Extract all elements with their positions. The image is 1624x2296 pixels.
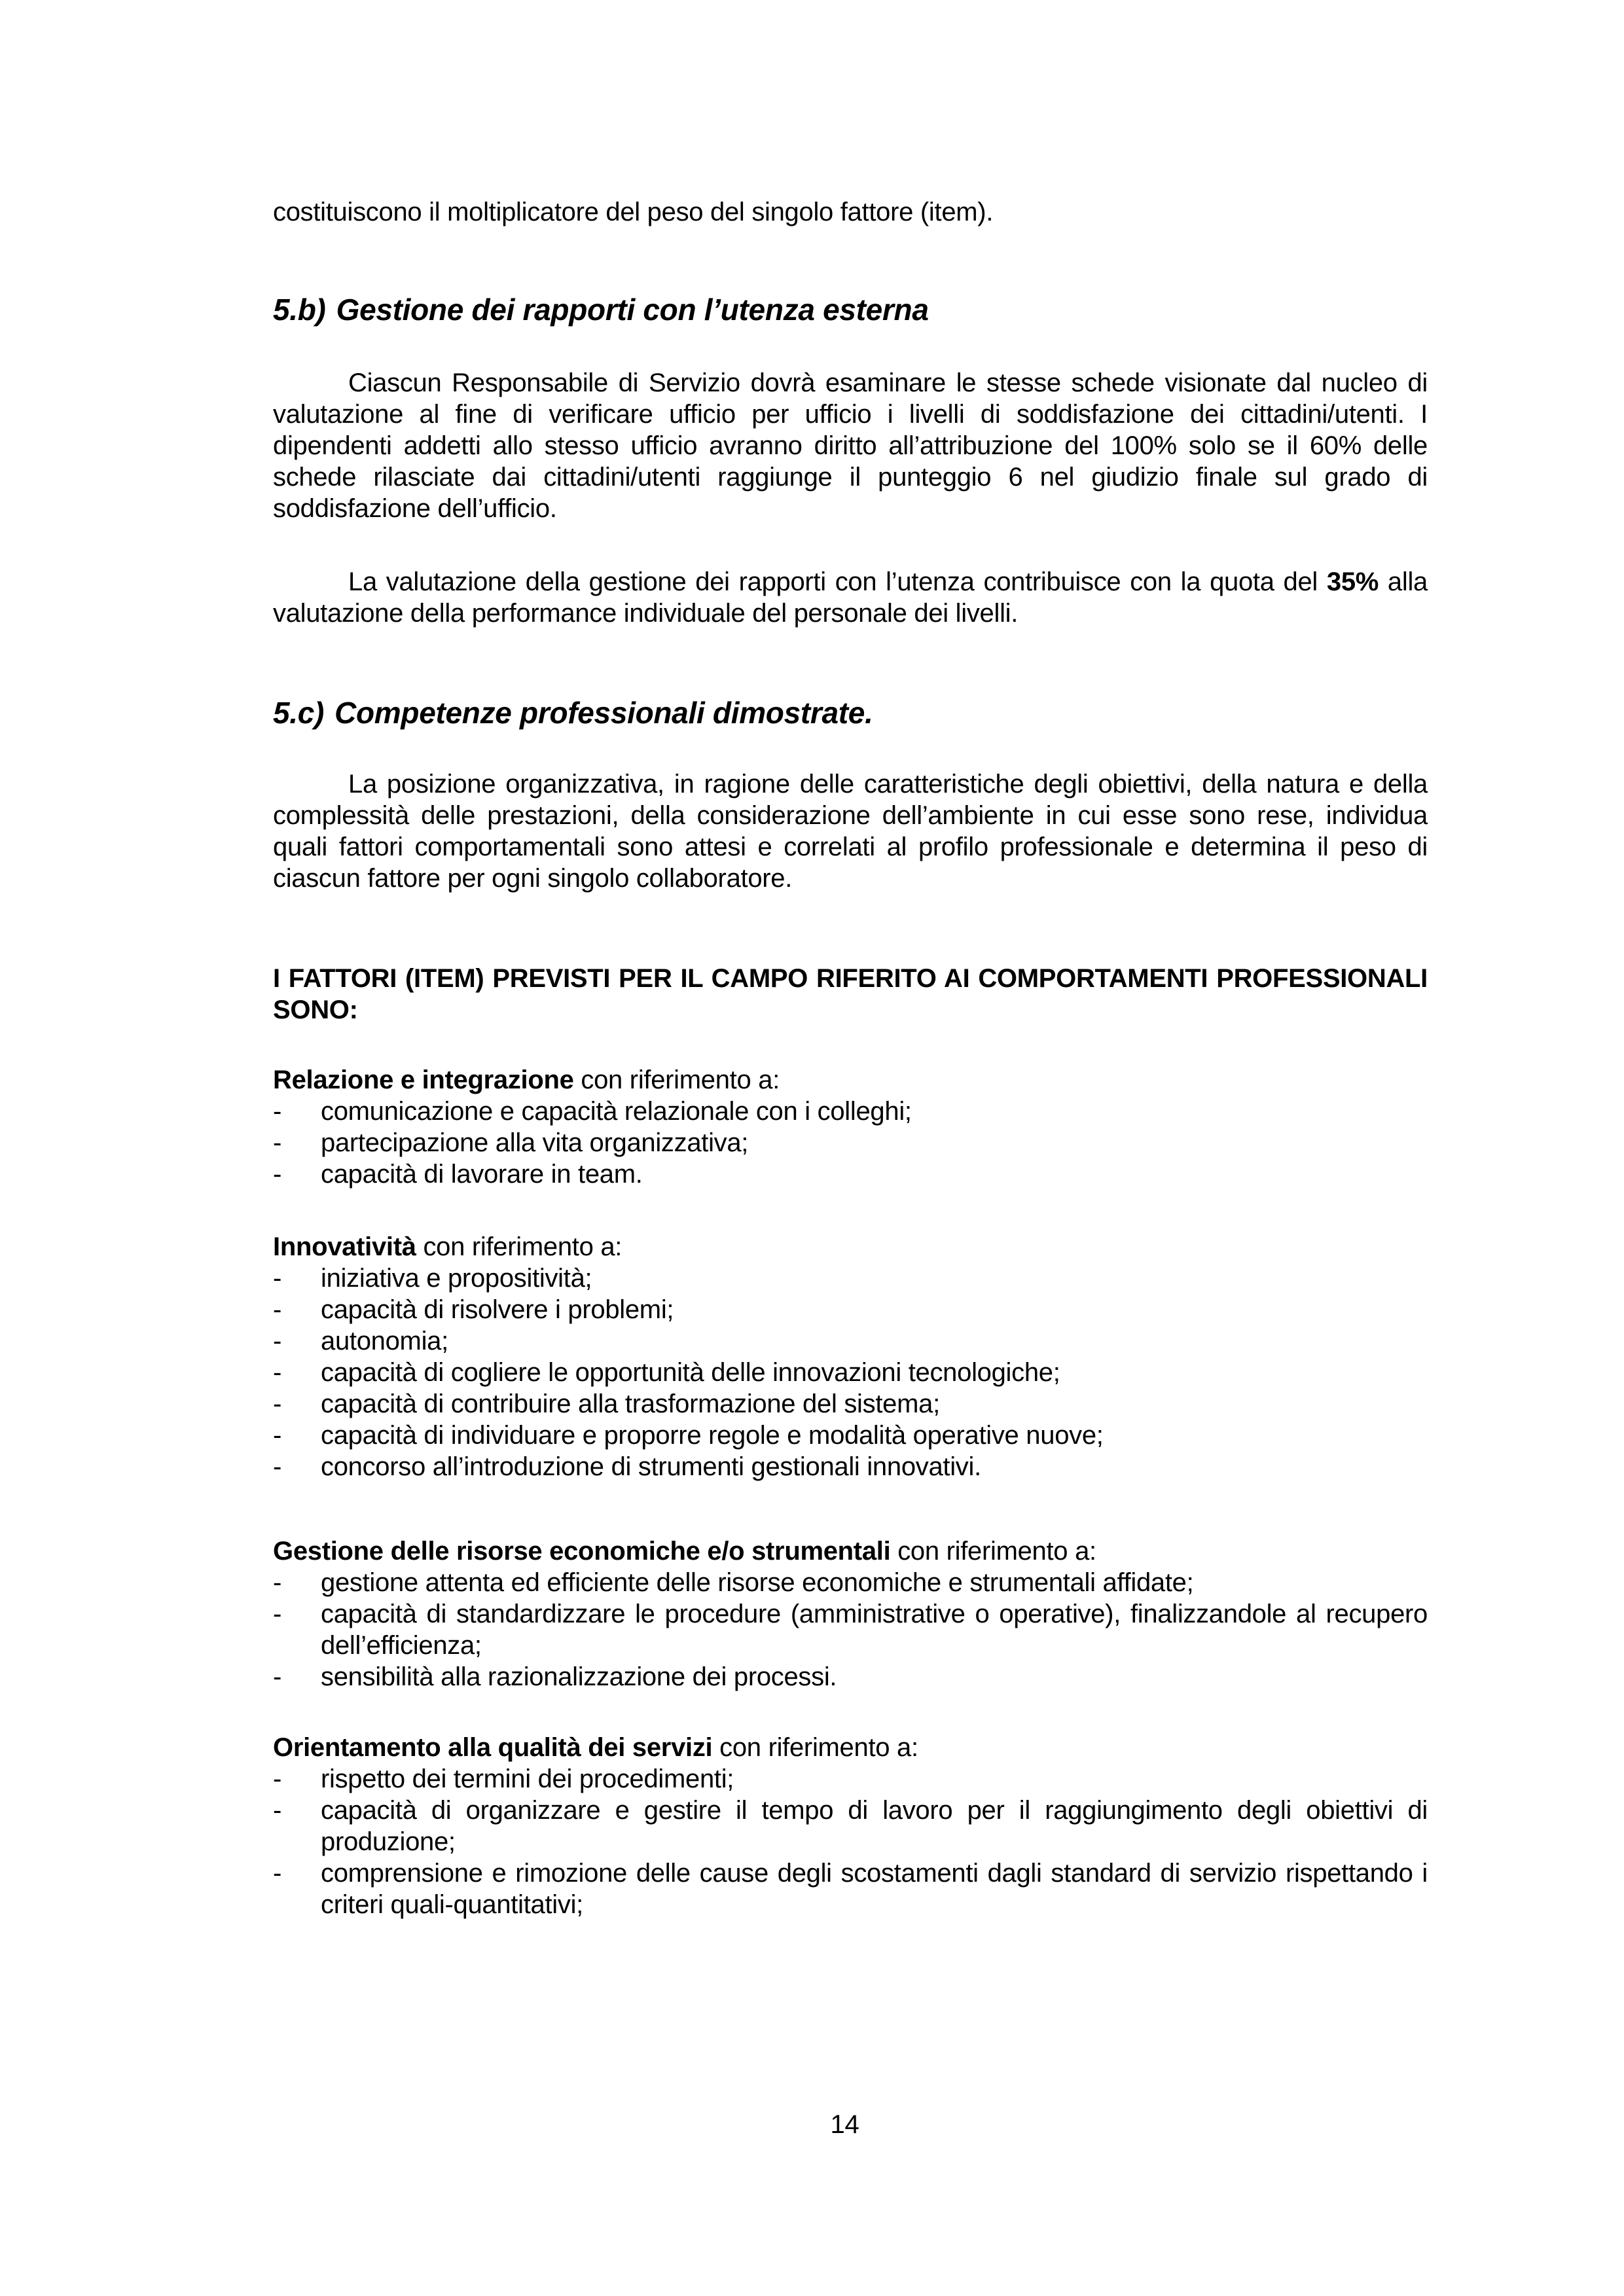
section-5c-heading — [273, 694, 1428, 731]
list-item — [273, 1096, 1428, 1127]
list-item-text: capacità di standardizzare le procedure (amministrative o operative), finalizzandole al recupero dell’efficienza; — [321, 1600, 1428, 1660]
intro-continuation-line: costituiscono il moltiplicatore del peso del singolo fattore (item). — [273, 198, 994, 226]
dash-marker: - — [273, 1568, 282, 1597]
dash-marker: - — [273, 1264, 282, 1293]
list-item — [273, 1795, 1428, 1857]
list-item-text: sensibilità alla razionalizzazione dei processi. — [321, 1662, 837, 1691]
factor-group-title-line — [273, 1535, 1428, 1567]
list-item — [273, 1325, 1428, 1357]
list-item-text: capacità di lavorare in team. — [321, 1160, 643, 1189]
factor-group-title: Relazione e integrazione — [273, 1066, 574, 1094]
list-item-text: gestione attenta ed efficiente delle risorse economiche e strumentali affidate; — [321, 1568, 1194, 1597]
list-item — [273, 1388, 1428, 1420]
list-item-text: concorso all’introduzione di strumenti gestionali innovativi. — [321, 1452, 981, 1481]
factor-group-title-suffix: con riferimento a: — [416, 1232, 623, 1261]
dash-marker: - — [273, 1662, 282, 1691]
factor-group-title-line — [273, 1064, 1428, 1096]
dash-marker: - — [273, 1295, 282, 1324]
section-5b-heading — [273, 291, 1428, 328]
factor-group-title-suffix: con riferimento a: — [890, 1537, 1096, 1566]
factor-group-title: Gestione delle risorse economiche e/o strumentali — [273, 1537, 891, 1566]
dash-marker: - — [273, 1327, 282, 1355]
page-number: 14 — [830, 2110, 859, 2139]
factor-group-innovativita — [273, 1231, 1428, 1482]
section-5b-title: Gestione dei rapporti con l’utenza esterna — [336, 293, 929, 327]
factor-group-title: Innovatività — [273, 1232, 416, 1261]
dash-marker: - — [273, 1160, 282, 1189]
dash-marker: - — [273, 1358, 282, 1387]
factor-group-title-suffix: con riferimento a: — [573, 1066, 780, 1094]
list-item — [273, 1661, 1428, 1693]
dash-marker: - — [273, 1097, 282, 1126]
section-5b-paragraph-2 — [273, 566, 1428, 629]
factor-group-title-line — [273, 1231, 1428, 1263]
list-item — [273, 1263, 1428, 1294]
list-item-text: capacità di organizzare e gestire il tempo di lavoro per il raggiungimento degli obiettivi di produzione; — [321, 1796, 1428, 1856]
list-item-text: capacità di risolvere i problemi; — [321, 1295, 674, 1324]
list-item-text: capacità di cogliere le opportunità delle innovazioni tecnologiche; — [321, 1358, 1060, 1387]
dash-marker: - — [273, 1859, 282, 1888]
list-item — [273, 1567, 1428, 1598]
list-item-text: partecipazione alla vita organizzativa; — [321, 1128, 749, 1157]
list-item-text: comprensione e rimozione delle cause degli scostamenti dagli standard di servizio rispettando i criteri quali-quantitativi; — [321, 1859, 1428, 1919]
list-item — [273, 1127, 1428, 1158]
paragraph-text: alla valutazione della performance individuale del personale dei livelli. — [273, 567, 1428, 628]
list-item — [273, 1451, 1428, 1482]
dash-marker: - — [273, 1452, 282, 1481]
list-item-text: capacità di contribuire alla trasformazione del sistema; — [321, 1390, 940, 1418]
section-5c-title: Competenze professionali dimostrate. — [334, 696, 873, 730]
section-5b-paragraph-1: Ciascun Responsabile di Servizio dovrà esaminare le stesse schede visionate dal nucleo di valutazione al fine di verificare ufficio per ufficio i livelli di soddisfazione dei cittadini/utenti. I dipendenti addetti allo stesso ufficio avranno diritto all’attribuzione del 100% solo se il 60% delle schede rilasciate dai cittadini/utenti raggiunge il punteggio 6 nel giudizio finale sul grado di soddisfazione dell’ufficio. — [273, 368, 1428, 523]
paragraph-text: La valutazione della gestione dei rapporti con l’utenza contribuisce con la quota del — [348, 567, 1327, 596]
list-item — [273, 1158, 1428, 1190]
dash-marker: - — [273, 1128, 282, 1157]
list-item — [273, 1294, 1428, 1325]
factors-heading: I FATTORI (ITEM) PREVISTI PER IL CAMPO RIFERITO AI COMPORTAMENTI PROFESSIONALI SONO: — [273, 964, 1428, 1024]
list-item-text: rispetto dei termini dei procedimenti; — [321, 1765, 734, 1793]
factor-group-title: Orientamento alla qualità dei servizi — [273, 1733, 713, 1762]
dash-marker: - — [273, 1390, 282, 1418]
dash-marker: - — [273, 1600, 282, 1628]
list-item — [273, 1857, 1428, 1920]
list-item-text: capacità di individuare e proporre regole e modalità operative nuove; — [321, 1421, 1104, 1450]
factor-group-relazione — [273, 1064, 1428, 1190]
list-item — [273, 1598, 1428, 1661]
section-5c-paragraph: La posizione organizzativa, in ragione delle caratteristiche degli obiettivi, della natura e della complessità delle prestazioni, della considerazione dell’ambiente in cui esse sono rese, individua quali fattori comportamentali sono attesi e correlati al profilo professionale e determina il peso di ciascun fattore per ogni singolo collaboratore. — [273, 770, 1428, 893]
factor-group-title-suffix: con riferimento a: — [712, 1733, 918, 1762]
section-5c-label: 5.c) — [273, 696, 325, 730]
factor-group-gestione-risorse — [273, 1535, 1428, 1693]
dash-marker: - — [273, 1765, 282, 1793]
factor-group-title-line — [273, 1732, 1428, 1763]
list-item-text: comunicazione e capacità relazionale con i colleghi; — [321, 1097, 912, 1126]
factor-group-orientamento-qualita — [273, 1732, 1428, 1920]
section-5b-label: 5.b) — [273, 293, 326, 327]
dash-marker: - — [273, 1421, 282, 1450]
list-item — [273, 1357, 1428, 1388]
list-item — [273, 1763, 1428, 1795]
list-item-text: iniziativa e propositività; — [321, 1264, 592, 1293]
dash-marker: - — [273, 1796, 282, 1825]
list-item-text: autonomia; — [321, 1327, 448, 1355]
list-item — [273, 1420, 1428, 1451]
quota-percentage: 35% — [1326, 567, 1379, 596]
